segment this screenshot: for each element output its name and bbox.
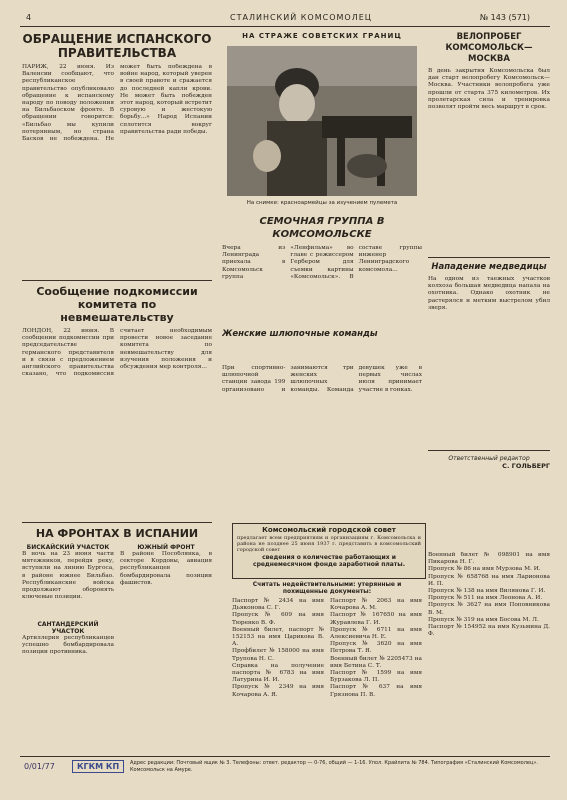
- editor-name: С. ГОЛЬБЕРГ: [502, 462, 550, 470]
- footer-rule: [20, 756, 550, 757]
- list-item: Пропуск № 2349 на имя Кочарова А. Я.: [232, 684, 324, 698]
- page-header: [20, 8, 550, 27]
- list-item: Паспорт № 2434 на имя Дьяконова С. Г.: [232, 598, 324, 612]
- right-column: [428, 32, 550, 552]
- list-item: Справка на получение паспорта № 6783 на имя Латурина И. И.: [232, 662, 324, 684]
- article-film-group: Вчера из Ленинграда приехала в Комсомольск группа «Ленфильма» во главе с режиссером Гербером для съемки картины «Комсомольск». В составе группы инженер Ленинградского комсомола...: [222, 245, 422, 280]
- article-bear: На одном из таежных участков колхоза большая медведица напала на охотника. Однако охотник не растерялся и метким выстрелом убил зверя.: [428, 276, 550, 311]
- subhead-south: ЮЖНЫЙ ФРОНТ: [137, 544, 195, 551]
- list-item: Военный билет, паспорт № 152153 на имя Царикова В. А.: [232, 626, 324, 648]
- list-item: Пропуск № 3627 на имя Поповникова В. М.: [428, 602, 550, 616]
- notice-text: предлагает всем предприятиям и организациям г. Комсомольска и района не позднее 25 июня 1937 г. представить в комсомольский городской совет: [237, 535, 421, 553]
- film-group-block: [222, 215, 422, 365]
- headline-women-teams: Женские шлюпочные команды: [222, 329, 378, 339]
- notice-org: Комсомольский городской совет: [262, 526, 396, 534]
- lost-docs-list: [232, 598, 422, 699]
- soldiers-photo-image: [227, 46, 417, 196]
- headline-fronts: НА ФРОНТАХ В ИСПАНИИ: [35, 527, 199, 540]
- divider: [428, 257, 550, 258]
- lost-docs-heading: Считать недействительными: утерянные и похищенные документы:: [252, 581, 402, 595]
- list-item: Паспорт № 154952 на имя Кузьмина Д. Ф.: [428, 624, 550, 638]
- list-item: Военный билет № 098901 на имя Пикарова Н. Г.: [428, 552, 550, 566]
- headline-bear: Нападение медведицы: [431, 262, 547, 272]
- divider: [428, 450, 550, 451]
- list-item: Пропуск № 319 на имя Босова М. Л.: [428, 616, 539, 623]
- issue-number: № 143 (571): [479, 13, 530, 22]
- photo-title: НА СТРАЖЕ СОВЕТСКИХ ГРАНИЦ: [242, 32, 402, 40]
- editor-label: Ответственный редактор: [448, 455, 530, 462]
- article-south: В районе Пособлянка, в секторе Кордовы, авиация республиканцев бомбардировала позиции фашистов.: [120, 551, 212, 586]
- headline-spain-gov: ОБРАЩЕНИЕ ИСПАНСКОГО ПРАВИТЕЛЬСТВА: [22, 32, 212, 60]
- photo-block: [222, 32, 422, 242]
- imprint: Адрес редакции: Почтовый ящик № 3. Телефоны: ответ. редактор — 0-76, общий — 1-16. Упол. Крайлита № 784. Типография «Сталинский Комсомолец». Комсомольск на Амуре.: [130, 760, 539, 773]
- article-santander: Артиллерия республиканцев успешно бомбардировала позиции противника.: [22, 635, 114, 656]
- list-item: Паспорт № 2063 на имя Кочарова А. М.: [330, 598, 422, 612]
- headline-bike-race: ВЕЛОПРОБЕГ КОМСОМОЛЬСК—МОСКВА: [445, 32, 533, 64]
- list-item: Пропуск № 3620 на имя Петрова Т. Я.: [330, 641, 422, 655]
- list-item: Паспорт № 1599 на имя Бурзакова Л. П.: [330, 670, 422, 684]
- subhead-biscay: БИСКАЙСКИЙ УЧАСТОК: [26, 544, 110, 551]
- left-column: [22, 32, 212, 752]
- soldiers-photo: [227, 46, 417, 196]
- list-item: Пропуск № 6711 на имя Алексиевича Н. Е.: [330, 626, 422, 641]
- subhead-santander: САНТАНДЕРСКИЙ УЧАСТОК: [37, 621, 99, 635]
- headline-subcommission: Сообщение подкомиссии комитета по невмешательству: [36, 285, 198, 324]
- divider: [22, 280, 212, 281]
- archive-stamp: КГКМ КП: [72, 760, 124, 773]
- lost-docs-list-cont: [428, 552, 550, 752]
- list-item: Паспорт № 167650 на имя Журавлева Г. И.: [330, 612, 422, 626]
- city-council-notice: [232, 523, 426, 579]
- list-item: Военный билет № 2205473 на имя Бетина С. Т.: [330, 655, 422, 669]
- newspaper-name: СТАЛИНСКИЙ КОМСОМОЛЕЦ: [230, 13, 372, 22]
- article-subcommission: ЛОНДОН, 22 июня. В сообщении подкомиссии при председательстве германского представителя и в связи с предложением английского правительства сказано, что подкомиссия считает необходимым провести новое заседание комитета по невмешательству для изучения положения и обсуждения мер контроля...: [22, 328, 212, 378]
- article-bike-race: В день закрытия Комсомольска был дан старт велопробегу Комсомольск—Москва. Участники велопробега уже прошли от старта 375 километров. Их пролетарская сила и тренировка позволят пройти весь маршрут в срок.: [428, 68, 550, 111]
- notice-bold: сведения о количестве работающих и среднемесячном фонде заработной платы.: [253, 554, 405, 568]
- list-item: Паспорт № 637 на имя Грязнова П. В.: [330, 684, 422, 698]
- page-number: 4: [26, 13, 32, 22]
- divider: [22, 522, 212, 523]
- list-item: Пропуск № 658768 на имя Ларионова И. П.: [428, 573, 550, 587]
- list-item: Пропуск № 511 на имя Леонова А. И.: [428, 595, 543, 602]
- headline-film-group: СЕМОЧНАЯ ГРУППА В КОМСОМОЛЬСКЕ: [259, 216, 385, 240]
- list-item: Пропуск № 86 на имя Мурзова М. И.: [428, 566, 541, 573]
- list-item: Профбилет № 158000 на имя Трупова Н. С.: [232, 648, 324, 662]
- archive-number: 0/01/77: [24, 762, 55, 771]
- list-item: Пропуск № 138 на имя Вилянова Г. И.: [428, 588, 546, 595]
- photo-caption: На снимке: красноармейцы за изучением пулемета: [246, 200, 398, 206]
- article-spain-gov: ПАРИЖ, 22 июня. Из Валенсии сообщают, что республиканское правительство опубликовало обращение к испанскому народу по поводу положения на Бильбаоском фронте. В обращении говорится: «Бильбао мы купили потерянным, но страна Басков не побеждена. Не может быть побеждена в войне народ, который уверен в своей правоте и сражается до последней капли крови. Не может быть побежден этот народ, который встретит суровую и жестокую борьбу...» Народ Испании сплотится вокруг правительства ради победы.: [22, 64, 212, 143]
- lost-docs-section: [232, 581, 422, 751]
- list-item: Пропуск № 609 на имя Тюренко В. Ф.: [232, 612, 324, 626]
- article-women-teams: При спортивно-шлюпочной станции завода 199 организовано и занимаются три женских шлюпочных команды. Команда девушек уже в первых числах июля принимает участие в гонках.: [222, 365, 422, 393]
- article-biscay: В ночь на 23 июня части мятежников, перейдя реку, вступили на линию Бургоса, в районе южнее Бильбао. Республиканские войска продолжают оборонять ключевые позиции.: [22, 551, 114, 601]
